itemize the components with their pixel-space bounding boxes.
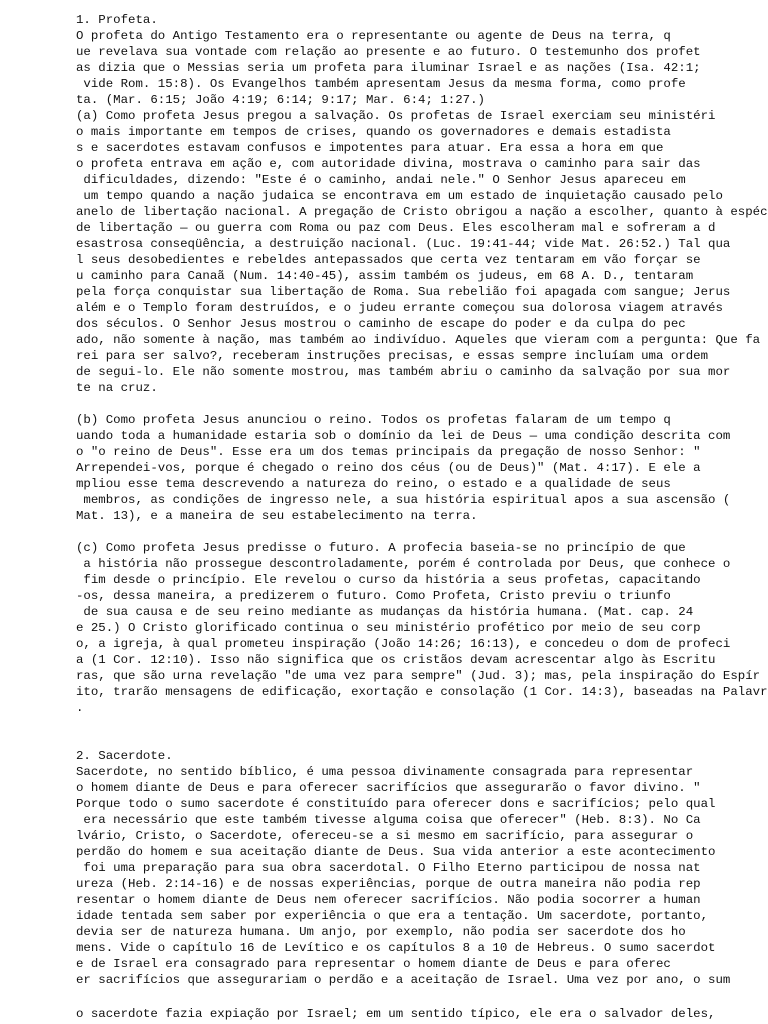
text-line: rei para ser salvo?, receberam instruções precisas, e essas sempre incluíam uma ordem	[76, 349, 709, 363]
text-line: Mat. 13), e a maneira de seu estabelecimento na terra.	[76, 509, 478, 523]
text-line: ta. (Mar. 6:15; João 4:19; 6:14; 9:17; Mar. 6:4; 1:27.)	[76, 93, 485, 107]
text-line: além e o Templo foram destruídos, e o judeu errante começou sua dolorosa viagem através	[76, 301, 723, 315]
text-line: de segui-lo. Ele não somente mostrou, mas também abriu o caminho da salvação por sua mor	[76, 365, 731, 379]
text-line: anelo de libertação nacional. A pregação de Cristo obrigou a nação a escolher, quanto à espéc	[76, 205, 768, 219]
text-line: idade tentada sem saber por experiência o que era a tentação. Um sacerdote, portanto,	[76, 909, 709, 923]
text-line: de libertação — ou guerra com Roma ou paz com Deus. Eles escolheram mal e sofreram a d	[76, 221, 716, 235]
text-line: o profeta entrava em ação e, com autoridade divina, mostrava o caminho para sair das	[76, 157, 701, 171]
text-line: 2. Sacerdote.	[76, 749, 173, 763]
text-line: foi uma preparação para sua obra sacerdotal. O Filho Eterno participou de nossa nat	[76, 861, 701, 875]
text-line: era necessário que este também tivesse alguma coisa que oferecer" (Heb. 8:3). No Ca	[76, 813, 701, 827]
text-line: 1. Profeta.	[76, 13, 158, 27]
text-line: um tempo quando a nação judaica se encontrava em um estado de inquietação causado pelo	[76, 189, 723, 203]
text-line: dos séculos. O Senhor Jesus mostrou o caminho de escape do poder e da culpa do pec	[76, 317, 686, 331]
text-line: de sua causa e de seu reino mediante as mudanças da história humana. (Mat. cap. 24	[76, 605, 694, 619]
text-line: Porque todo o sumo sacerdote é constituído para oferecer dons e sacrifícios; pelo qual	[76, 797, 716, 811]
text-line: ureza (Heb. 2:14-16) e de nossas experiências, porque de outra maneira não podia rep	[76, 877, 701, 891]
text-line: O profeta do Antigo Testamento era o representante ou agente de Deus na terra, q	[76, 29, 671, 43]
text-line: ado, não somente à nação, mas também ao indivíduo. Aqueles que vieram com a pergunta: Que fa	[76, 333, 761, 347]
text-line: .	[76, 701, 84, 715]
text-line: -os, dessa maneira, a predizerem o futuro. Como Profeta, Cristo previu o triunfo	[76, 589, 671, 603]
text-line: a história não prossegue descontroladamente, porém é controlada por Deus, que conhece o	[76, 557, 731, 571]
text-line: ras, que são urna revelação "de uma vez para sempre" (Jud. 3); mas, pela inspiração do Espír	[76, 669, 761, 683]
text-line: o homem diante de Deus e para oferecer sacrifícios que assegurarão o favor divino. "	[76, 781, 701, 795]
continuation-line: o sacerdote fazia expiação por Israel; em um sentido típico, ele era o salvador deles,	[76, 1007, 716, 1021]
text-line: pela força conquistar sua libertação de Roma. Sua rebelião foi apagada com sangue; Jerus	[76, 285, 731, 299]
text-line: uando toda a humanidade estaria sob o domínio da lei de Deus — uma condição descrita com	[76, 429, 731, 443]
text-line: s e sacerdotes estavam confusos e impotentes para atuar. Era essa a hora em que	[76, 141, 664, 155]
text-line: te na cruz.	[76, 381, 158, 395]
text-line: o "o reino de Deus". Esse era um dos temas principais da pregação de nosso Senhor: "	[76, 445, 701, 459]
text-line: ito, trarão mensagens de edificação, exortação e consolação (1 Cor. 14:3), baseadas na Palavr	[76, 685, 768, 699]
text-line: (a) Como profeta Jesus pregou a salvação. Os profetas de Israel exerciam seu ministéri	[76, 109, 716, 123]
text-line: o, a igreja, à qual prometeu inspiração (João 14:26; 16:13), e concedeu o dom de profeci	[76, 637, 731, 651]
text-line: fim desde o princípio. Ele revelou o curso da história a seus profetas, capacitando	[76, 573, 701, 587]
text-line: vide Rom. 15:8). Os Evangelhos também apresentam Jesus da mesma forma, como profe	[76, 77, 686, 91]
text-line: resentar o homem diante de Deus nem oferecer sacrifícios. Não podia socorrer a human	[76, 893, 701, 907]
text-line: mpliou esse tema descrevendo a natureza do reino, o estado e a qualidade de seus	[76, 477, 671, 491]
text-line: l seus desobedientes e rebeldes antepassados que certa vez tentaram em vão forçar se	[76, 253, 701, 267]
text-line: u caminho para Canaã (Num. 14:40-45), assim também os judeus, em 68 A. D., tentaram	[76, 269, 694, 283]
text-line: ue revelava sua vontade com relação ao presente e ao futuro. O testemunho dos profet	[76, 45, 701, 59]
text-line: membros, as condições de ingresso nele, a sua história espiritual apos a sua ascensão (	[76, 493, 731, 507]
text-line: mens. Vide o capítulo 16 de Levítico e os capítulos 8 a 10 de Hebreus. O sumo sacerdot	[76, 941, 716, 955]
text-line: Arrependei-vos, porque é chegado o reino dos céus (ou de Deus)" (Mat. 4:17). E ele a	[76, 461, 701, 475]
text-line: e de Israel era consagrado para representar o homem diante de Deus e para oferec	[76, 957, 671, 971]
text-line: lvário, Cristo, o Sacerdote, ofereceu-se a si mesmo em sacrifício, para assegurar o	[76, 829, 694, 843]
text-line: (c) Como profeta Jesus predisse o futuro. A profecia baseia-se no princípio de que	[76, 541, 686, 555]
text-line: (b) Como profeta Jesus anunciou o reino. Todos os profetas falaram de um tempo q	[76, 413, 671, 427]
text-line: o mais importante em tempos de crises, quando os governadores e demais estadista	[76, 125, 671, 139]
text-line: e 25.) O Cristo glorificado continua o seu ministério profético por meio de seu corp	[76, 621, 701, 635]
text-line: devia ser de natureza humana. Um anjo, por exemplo, não podia ser sacerdote dos ho	[76, 925, 686, 939]
text-line: esastrosa conseqüência, a destruição nacional. (Luc. 19:41-44; vide Mat. 26:52.) Tal qua	[76, 237, 731, 251]
text-line: dificuldades, dizendo: "Este é o caminho, andai nele." O Senhor Jesus apareceu em	[76, 173, 686, 187]
text-line: perdão do homem e sua aceitação diante de Deus. Sua vida anterior a este acontecimento	[76, 845, 716, 859]
text-line: er sacrifícios que assegurariam o perdão e a aceitação de Israel. Uma vez por ano, o sum	[76, 973, 731, 987]
text-line: a (1 Cor. 12:10). Isso não significa que os cristãos devam acrescentar algo às Escritu	[76, 653, 716, 667]
text-line: Sacerdote, no sentido bíblico, é uma pessoa divinamente consagrada para representar	[76, 765, 694, 779]
text-line: as dizia que o Messias seria um profeta para iluminar Israel e as nações (Isa. 42:1;	[76, 61, 701, 75]
